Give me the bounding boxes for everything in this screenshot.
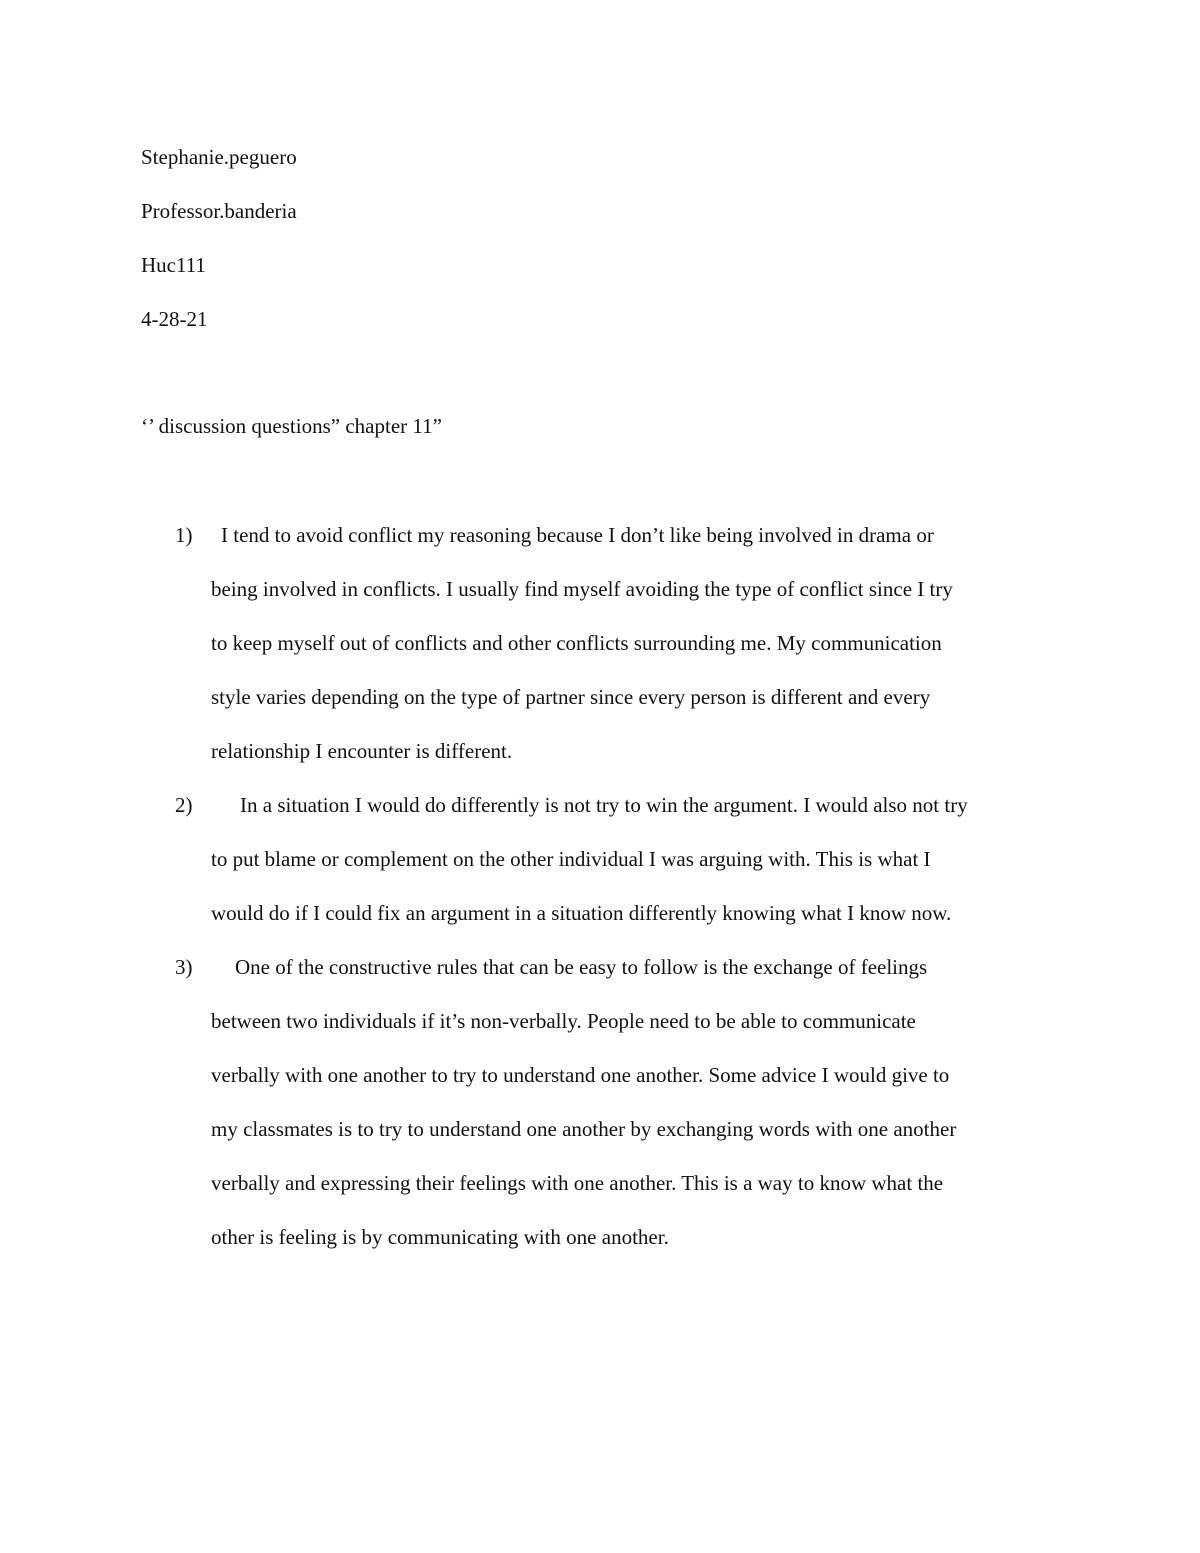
answer-text	[211, 778, 1071, 940]
answer-line: to keep myself out of conflicts and other conflicts surrounding me. My communication	[211, 631, 942, 655]
answer-line: relationship I encounter is different.	[211, 739, 513, 763]
header-block	[141, 130, 297, 346]
answer-number: 3)	[175, 955, 193, 979]
answer-number: 2)	[175, 793, 193, 817]
answer-line: to put blame or complement on the other individual I was arguing with. This is what I	[211, 847, 931, 871]
answer-line: style varies depending on the type of partner since every person is different and every	[211, 685, 931, 709]
answer-line: I tend to avoid conflict my reasoning because I don’t like being involved in drama or	[221, 523, 934, 547]
document-title: ‘’ discussion questions” chapter 11”	[141, 414, 442, 438]
document-date: 4-28-21	[141, 307, 208, 331]
answer-line: being involved in conflicts. I usually find myself avoiding the type of conflict since I try	[211, 577, 953, 601]
answer-line: would do if I could fix an argument in a situation differently knowing what I know now.	[211, 901, 952, 925]
answer-text	[211, 508, 1071, 778]
answer-line: verbally and expressing their feelings with one another. This is a way to know what the	[211, 1171, 944, 1195]
professor-name: Professor.banderia	[141, 199, 297, 223]
answer-2	[0, 778, 1200, 940]
answer-1	[0, 508, 1200, 778]
answer-line: verbally with one another to try to understand one another. Some advice I would give to	[211, 1063, 950, 1087]
answer-text	[211, 940, 1071, 1264]
answer-line: One of the constructive rules that can be easy to follow is the exchange of feelings	[235, 955, 928, 979]
course-code: Huc111	[141, 253, 206, 277]
answer-3	[0, 940, 1200, 1264]
student-name: Stephanie.peguero	[141, 145, 297, 169]
answer-number: 1)	[175, 523, 193, 547]
answer-line: other is feeling is by communicating with one another.	[211, 1225, 669, 1249]
answer-line: my classmates is to try to understand one another by exchanging words with one another	[211, 1117, 957, 1141]
answers-list	[0, 508, 1200, 1264]
answer-line: In a situation I would do differently is not try to win the argument. I would also not try	[240, 793, 968, 817]
answer-line: between two individuals if it’s non-verbally. People need to be able to communicate	[211, 1009, 916, 1033]
